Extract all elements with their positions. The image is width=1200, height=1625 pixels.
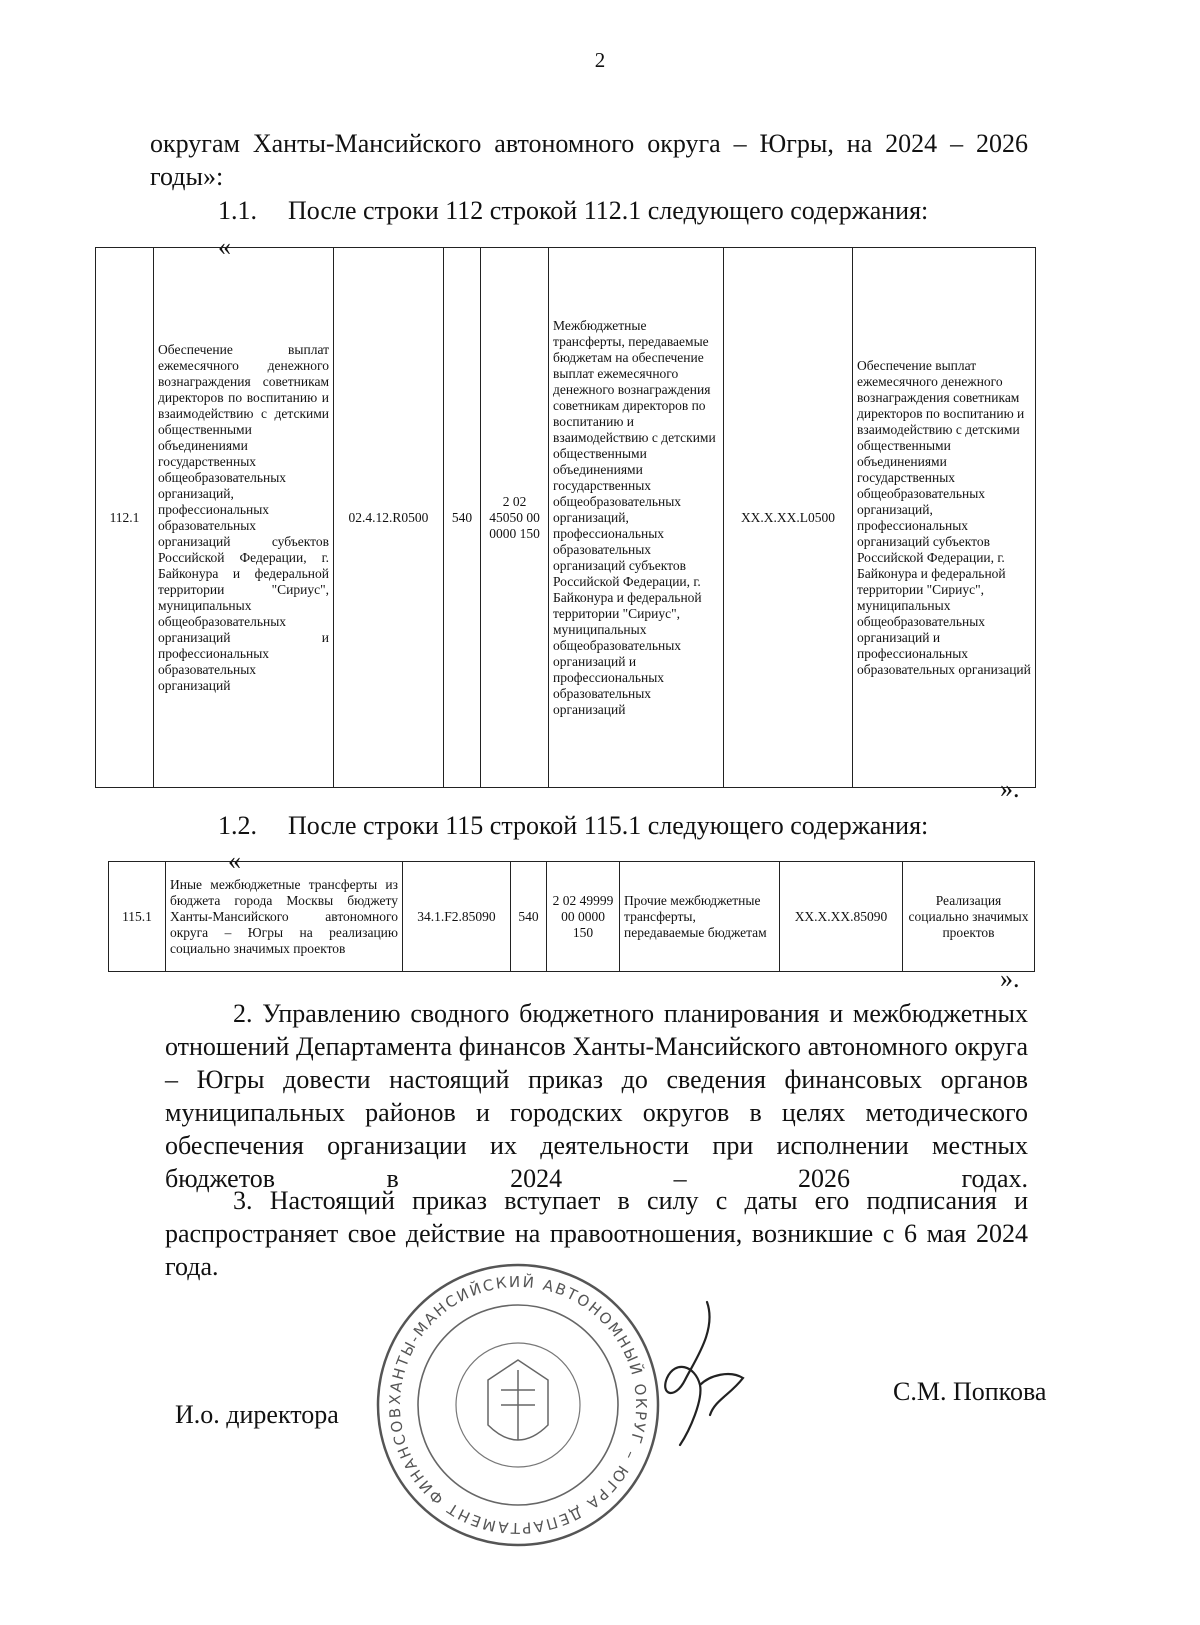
table1-local-code: XX.X.XX.L0500	[724, 248, 853, 788]
table2-kdr-name: Прочие межбюджетные трансферты, передаваемые бюджетам	[620, 862, 780, 972]
table1-local-name: Обеспечение выплат ежемесячного денежного вознаграждения советникам директоров по воспитанию и взаимодействию с детскими общественными объединениями государственных общеобразовательных организаций, профессиональных организаций субъектов Российской Федерации, г. Байконура и федеральной территории "Сириус", муниципальных общеобразовательных организаций и профессиональных образовательных организаций	[853, 248, 1036, 788]
close-quote-2: ».	[1000, 964, 1020, 993]
table1-kdr: 2 02 45050 00 0000 150	[481, 248, 549, 788]
table-row-115-1	[108, 861, 1035, 972]
table2-code: 34.1.F2.85090	[403, 862, 511, 972]
table2-kvr: 540	[511, 862, 547, 972]
section-1-1-number: 1.1.	[218, 196, 257, 225]
table1-row-number: 112.1	[96, 248, 154, 788]
table2-row-number: 115.1	[109, 862, 166, 972]
page-number: 2	[594, 48, 606, 72]
table2-kdr: 2 02 49999 00 0000 150	[547, 862, 620, 972]
close-quote-1: ».	[1000, 774, 1020, 803]
section-1-2-text: После строки 115 строкой 115.1 следующего содержания:	[288, 811, 929, 840]
official-seal	[373, 1260, 663, 1550]
table1-kdr-name: Межбюджетные трансферты, передаваемые бюджетам на обеспечение выплат ежемесячного денежного вознаграждения советникам директоров по воспитанию и взаимодействию с детскими общественными объединениями государственных общеобразовательных организаций, профессиональных образовательных организаций субъектов Российской Федерации, г. Байконура и федеральной территории "Сириус", муниципальных общеобразовательных организаций и профессиональных образовательных организаций	[549, 248, 724, 788]
table2-local-code: XX.X.XX.85090	[780, 862, 903, 972]
paragraph-2: 2. Управлению сводного бюджетного планирования и межбюджетных отношений Департамента финансов Ханты-Мансийского автономного округа – Югры довести настоящий приказ до сведения финансовых органов муниципальных районов и городских округов в целях методического обеспечения организации их деятельности при исполнении местных бюджетов в 2024 – 2026 годах.	[165, 999, 1028, 1193]
section-1-2-heading	[218, 809, 928, 842]
section-1-1-text: После строки 112 строкой 112.1 следующего содержания:	[288, 196, 929, 225]
signatory-position: И.о. директора	[175, 1400, 339, 1429]
table2-local-name: Реализация социально значимых проектов	[903, 862, 1035, 972]
section-1-2-number: 1.2.	[218, 811, 257, 840]
table1-code: 02.4.12.R0500	[334, 248, 444, 788]
table1-name: Обеспечение выплат ежемесячного денежного вознаграждения советникам директоров по воспитанию и взаимодействию с детскими общественными объединениями государственных общеобразовательных организаций, профессиональных образовательных организаций субъектов Российской Федерации, г. Байконура и федеральной территории "Сириус", муниципальных общеобразовательных организаций и профессиональных образовательных организаций	[154, 248, 334, 788]
paragraph-3: 3. Настоящий приказ вступает в силу с даты его подписания и распространяет свое действие на правоотношения, возникшие с 6 мая 2024 года.	[165, 1186, 1028, 1281]
signatory-name: С.М. Попкова	[893, 1377, 1047, 1406]
signature	[655, 1300, 750, 1450]
section-1-1-heading	[218, 194, 928, 227]
table-row-112-1	[95, 247, 1036, 788]
open-quote-2: «	[228, 846, 241, 875]
open-quote: «	[218, 232, 231, 261]
intro-text: округам Ханты-Мансийского автономного округа – Югры, на 2024 – 2026 годы»:	[150, 129, 1028, 191]
svg-text:ХАНТЫ-МАНСИЙСКИЙ АВТОНОМНЫЙ ОК: ХАНТЫ-МАНСИЙСКИЙ АВТОНОМНЫЙ ОКРУГ – ЮГРА ДЕПАРТАМЕНТ ФИНАНСОВ	[385, 1272, 651, 1538]
table1-kvr: 540	[444, 248, 481, 788]
table2-name: Иные межбюджетные трансферты из бюджета города Москвы бюджету Ханты-Мансийского автономного округа – Югры на реализацию социально значимых проектов	[166, 862, 403, 972]
